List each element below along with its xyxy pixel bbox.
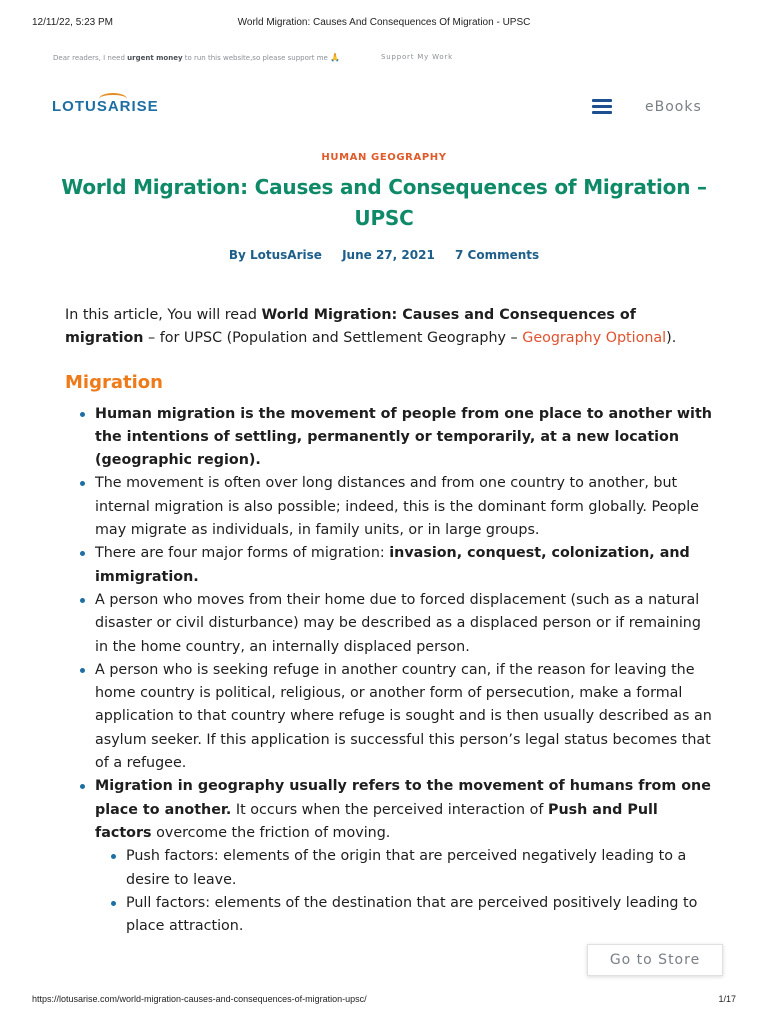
article-meta [0,248,768,262]
list-item: Migration in geography usually refers to the movement of humans from one place to another. It occurs when the perceived interaction of Push and Pull factors overcome the friction of moving. Push factors: elements of the origin that are perceived negatively leading to a desire to leave. Pull factors: elements of the destination that are perceived positively leading to place attraction. [95,775,715,938]
page-title: World Migration: Causes and Consequences of Migration – UPSC [61,175,707,230]
support-notice [53,53,454,62]
print-title: World Migration: Causes And Consequences Of Migration - UPSC [237,17,531,28]
list-item: The movement is often over long distances and from one country to another, but internal migration is also possible; indeed, this is the dominant form globally. People may migrate as individuals, in family units, or in large groups. [95,472,715,542]
print-url: https://lotusarise.com/world-migration-causes-and-consequences-of-migration-upsc/ [32,994,367,1004]
comments-link[interactable]: 7 Comments [454,248,540,262]
site-logo[interactable]: LOTUSARISE [52,98,159,115]
author-link[interactable]: By LotusArise [228,248,322,262]
article-content [65,304,715,938]
notice-text-post: to run this website,so please support me [182,54,331,62]
ebooks-link[interactable]: eBooks [645,99,702,115]
list-item: Push factors: elements of the origin that are perceived negatively leading to a desire to leave. [126,845,715,892]
list-item: A person who moves from their home due to forced displacement (such as a natural disaster or civil disturbance) may be described as a displaced person or if remaining in the home country, an internally displaced person. [95,589,715,659]
post-date[interactable]: June 27, 2021 [342,248,435,262]
praying-hands-icon: 🙏 [330,53,341,62]
print-header [32,17,736,31]
list-item: There are four major forms of migration: invasion, conquest, colonization, and immigration. [95,542,715,589]
hamburger-menu-icon[interactable] [592,98,614,116]
page-number: 1/17 [718,994,736,1004]
print-footer [32,994,736,1008]
push-pull-sublist [95,845,715,938]
list-item: Human migration is the movement of people from one place to another with the intentions of settling, permanently or temporarily, at a new location (geographic region). [95,403,715,473]
list-item: Pull factors: elements of the destination that are perceived positively leading to place attraction. [126,892,715,939]
intro-paragraph: In this article, You will read World Migration: Causes and Consequences of migration – for UPSC (Population and Settlement Geography – Geography Optional). [65,307,677,347]
category-link[interactable]: HUMAN GEOGRAPHY [321,152,447,163]
notice-text-pre: Dear readers, I need [53,54,128,62]
migration-list [65,403,715,939]
go-to-store-button[interactable]: Go to Store [587,944,723,976]
geography-optional-link[interactable]: Geography Optional [522,330,667,347]
logo-arc-icon [99,93,127,105]
list-item: A person who is seeking refuge in another country can, if the reason for leaving the home country is political, religious, or another form of persecution, make a formal application to that country where refuge is sought and is then usually described as an asylum seeker. If this application is successful this person’s legal status becomes that of a refugee. [95,659,715,775]
section-heading: Migration [65,371,163,393]
support-my-work-link[interactable]: Support My Work [381,53,454,61]
notice-bold: urgent money [127,54,183,62]
print-date: 12/11/22, 5:23 PM [32,17,113,28]
